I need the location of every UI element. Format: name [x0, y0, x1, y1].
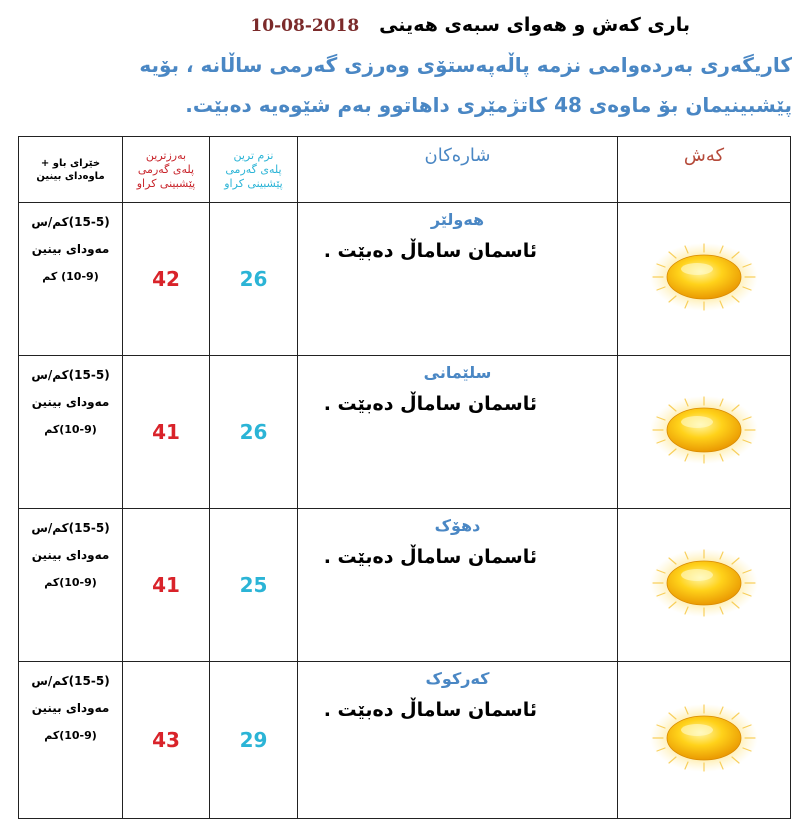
max-temp: 42	[123, 203, 210, 356]
weather-description: ئاسمان ساماڵ دەبێت .	[323, 393, 537, 415]
table-row	[19, 662, 791, 819]
min-temp: 26	[210, 356, 298, 509]
city-cell	[298, 203, 618, 356]
sun-icon	[649, 548, 759, 618]
weather-description: ئاسمان ساماڵ دەبێت .	[323, 699, 537, 721]
visibility-label: مەودای بینین	[31, 242, 110, 256]
visibility-label: مەودای بینین	[31, 548, 110, 562]
subtitle-line-2: پێشبینیمان بۆ ماوەی 48 کاتژمێری داهاتوو بەم شێوەیە دەبێت.	[185, 93, 792, 117]
weather-description: ئاسمان ساماڵ دەبێت .	[323, 240, 537, 262]
visibility-value: (10-9)کم	[44, 423, 97, 436]
header-max-temp: بەرزترین پلەی گەرمی پێشبینی کراو	[123, 137, 210, 203]
subtitle-line-1: کاریگەری بەردەوامی نزمە پاڵەپەستۆی وەرزی گەرمی ساڵانە ، بۆیە	[139, 53, 792, 77]
visibility-label: مەودای بینین	[31, 395, 110, 409]
weather-description: ئاسمان ساماڵ دەبێت .	[323, 546, 537, 568]
weather-cell	[618, 203, 791, 356]
max-temp: 41	[123, 356, 210, 509]
table-row	[19, 356, 791, 509]
title-text: باری کەش و هەوای سبەی هەینی	[379, 14, 690, 36]
city-cell	[298, 509, 618, 662]
wind-speed: (15-5)کم/س	[31, 674, 110, 688]
wind-speed: (15-5)کم/س	[31, 368, 110, 382]
visibility-value: (10-9) کم	[42, 270, 99, 283]
header-row	[19, 137, 791, 203]
city-name: هەولێر	[430, 210, 485, 229]
city-cell	[298, 356, 618, 509]
max-temp: 41	[123, 509, 210, 662]
forecast-date: 2018-08-10	[250, 16, 360, 36]
sun-icon	[649, 242, 759, 312]
visibility-value: (10-9)کم	[44, 576, 97, 589]
forecast-table	[18, 136, 791, 819]
city-name: کەرکوک	[425, 669, 490, 688]
header-min-temp: نزم ترین پلەی گەرمی پێشبینی کراو	[210, 137, 298, 203]
min-temp: 29	[210, 662, 298, 819]
city-name: دهۆک	[434, 516, 481, 535]
wind-cell	[19, 662, 123, 819]
min-temp: 26	[210, 203, 298, 356]
min-temp: 25	[210, 509, 298, 662]
header-wind: خێرای باو + ماوەدای بینین	[19, 137, 123, 203]
weather-cell	[618, 356, 791, 509]
page-title	[250, 14, 690, 36]
city-cell	[298, 662, 618, 819]
wind-cell	[19, 356, 123, 509]
sun-icon	[649, 395, 759, 465]
visibility-label: مەودای بینین	[31, 701, 110, 715]
header-cities: شارەکان	[298, 137, 618, 203]
table-row	[19, 509, 791, 662]
table-row	[19, 203, 791, 356]
wind-speed: (15-5)کم/س	[31, 521, 110, 535]
max-temp: 43	[123, 662, 210, 819]
wind-cell	[19, 203, 123, 356]
visibility-value: (10-9)کم	[44, 729, 97, 742]
sun-icon	[649, 703, 759, 773]
weather-cell	[618, 662, 791, 819]
wind-speed: (15-5)کم/س	[31, 215, 110, 229]
weather-cell	[618, 509, 791, 662]
city-name: سلێمانی	[423, 363, 492, 382]
header-weather: کەش	[618, 137, 791, 203]
wind-cell	[19, 509, 123, 662]
